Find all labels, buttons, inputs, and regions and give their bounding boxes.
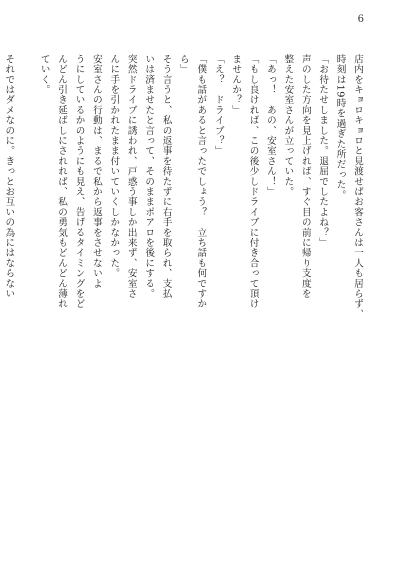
text-line: 「もし良ければ、この後少しドライブに付き合って頂け [247,54,259,309]
text-line: 「え？ ドライブ？」 [212,54,224,156]
text-line: それではダメなのに。きっとお互いの為にはならない [3,54,15,299]
text-line: んどん引き延ばしにされれば、私の勇気もどんどん薄れ [56,54,68,309]
text-line: そう言うと、私の返事を待たずに右手を取られ、支払 [160,54,172,299]
text-line: 店内をキョロキョロと見渡せばお客さんは一人も居らず、 [352,54,363,320]
text-line: 「あっ！ あの、安室さん！」 [264,54,276,197]
text-line: 時刻は19時を過ぎた所だった。 [334,54,346,201]
text-line: ていく。 [38,54,50,95]
text-line: 「お待たせしました。退屈でしたよね？」 [317,54,329,248]
text-line: ら」 [177,54,189,75]
text-line: いは済ませたと言って、そのままポアロを後にする。 [143,54,155,299]
text-line: うにしているかのようにも見え、告げるタイミングをど [73,54,85,309]
paragraph-block-right [35,54,366,518]
text-line: ませんか？」 [230,54,242,116]
text-line: 安室さんの行動は、まるで私から返事をさせないよ [90,54,102,289]
block-gap [17,54,35,518]
text-line: んに手を引かれたまま付いていくしかなかった。 [108,54,120,279]
text-line: 突然ドライブに誘われ、戸惑う事しか出来ず、安室さ [125,54,137,299]
page-number: 6 [357,14,364,25]
text-line: 声のした方向を見上げれば、すぐ目の前に帰り支度を [299,54,311,299]
text-line: 「僕も話があると言ったでしょう？ 立ち話も何ですか [195,54,207,309]
novel-text-body [3,54,366,518]
paragraph-block-left [0,54,17,518]
text-line: 整えた安室さんが立っていた。 [282,54,294,197]
